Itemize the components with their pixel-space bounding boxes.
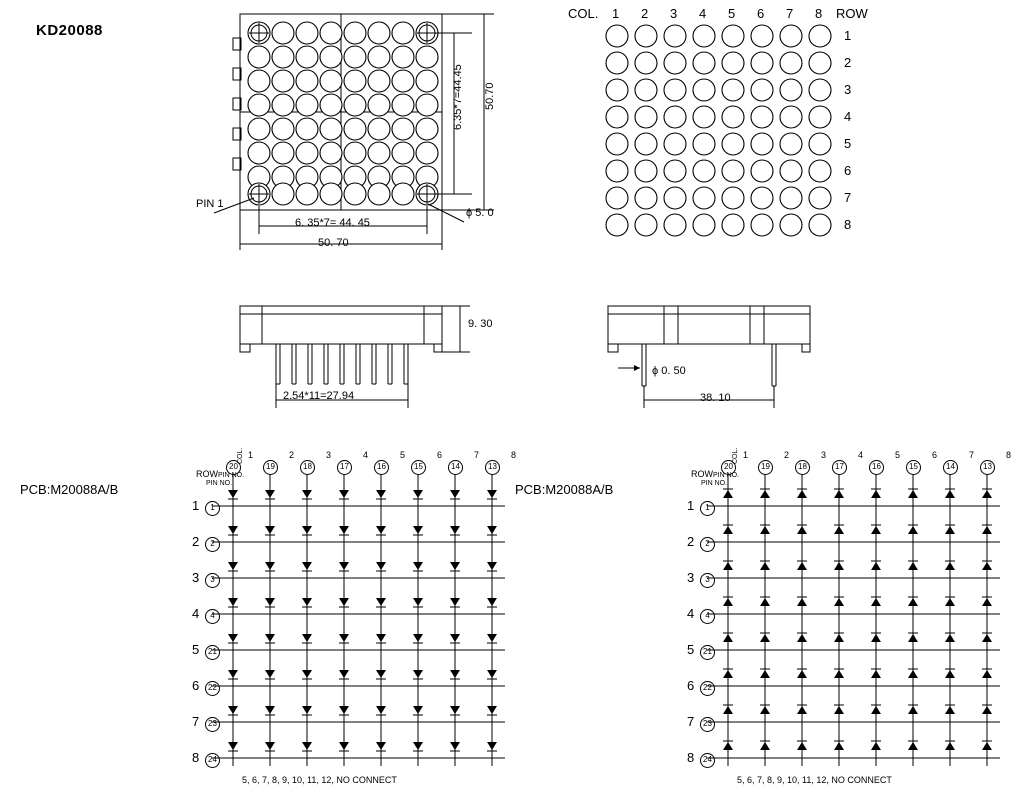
schematic-2-col-num-1: 1 — [743, 450, 749, 460]
matrix-row-1: 1 — [844, 28, 852, 43]
schematic-1-col-num-8: 8 — [511, 450, 517, 460]
matrix-col-3: 3 — [670, 6, 678, 21]
schematic-2-col-num-6: 6 — [932, 450, 938, 460]
schematic-1-row-pin-5: 21 — [205, 645, 220, 660]
schematic-1 — [20, 440, 517, 785]
schematic-1-col-pin-1: 20 — [226, 460, 241, 475]
schematic-2-col-pin-3: 18 — [795, 460, 810, 475]
matrix-col-4: 4 — [699, 6, 707, 21]
matrix-col-5: 5 — [728, 6, 736, 21]
schematic-1-col-pin-6: 15 — [411, 460, 426, 475]
schematic-2-col-pin-4: 17 — [832, 460, 847, 475]
matrix-row-4: 4 — [844, 109, 852, 124]
schematic-1-pin-no-text: PIN NO. — [218, 472, 245, 479]
schematic-1-pcb-label: PCB:M20088A/B — [20, 482, 119, 497]
schematic-2-col-pin-7: 14 — [943, 460, 958, 475]
schematic-1-col-pin-2: 19 — [263, 460, 278, 475]
schematic-2-col-label: COL. — [732, 447, 739, 464]
schematic-2-col-num-7: 7 — [969, 450, 975, 460]
schematic-2-row-num-8: 8 — [687, 750, 695, 765]
schematic-1-row-pin-label: PIN NO. — [206, 480, 233, 487]
schematic-1-row-pin-4: 4 — [205, 609, 220, 624]
schematic-2-row-pin-2: 2 — [700, 537, 715, 552]
schematic-2-row-num-3: 3 — [687, 570, 695, 585]
matrix-col-label: COL. — [568, 6, 599, 21]
schematic-1-row-pin-3: 3 — [205, 573, 220, 588]
schematic-2-row-num-4: 4 — [687, 606, 695, 621]
schematic-2-col-num-5: 5 — [895, 450, 901, 460]
dim-pitch-horizontal: 6. 35*7= 44. 45 — [295, 217, 370, 229]
schematic-2-col-pin-5: 16 — [869, 460, 884, 475]
schematic-1-col-num-6: 6 — [437, 450, 443, 460]
schematic-2-row-num-5: 5 — [687, 642, 695, 657]
matrix-col-2: 2 — [641, 6, 649, 21]
schematic-1-col-num-1: 1 — [248, 450, 254, 460]
schematic-2-row-num-7: 7 — [687, 714, 695, 729]
schematic-1-col-pin-4: 17 — [337, 460, 352, 475]
schematic-1-col-num-5: 5 — [400, 450, 406, 460]
page-title: KD20088 — [36, 22, 103, 39]
schematic-1-row-num-2: 2 — [192, 534, 200, 549]
schematic-1-row-pin-7: 23 — [205, 717, 220, 732]
schematic-2-row-label: ROW — [691, 469, 713, 479]
schematic-2 — [515, 440, 1012, 785]
schematic-2-col-num-3: 3 — [821, 450, 827, 460]
schematic-1-row-pin-8: 24 — [205, 753, 220, 768]
schematic-1-row-num-6: 6 — [192, 678, 200, 693]
dim-outer-vertical: 50.70 — [484, 82, 496, 110]
matrix-row-2: 2 — [844, 55, 852, 70]
schematic-2-pcb-label: PCB:M20088A/B — [515, 482, 614, 497]
schematic-1-row-pin-6: 22 — [205, 681, 220, 696]
schematic-1-col-pin-3: 18 — [300, 460, 315, 475]
pin1-label: PIN 1 — [196, 198, 224, 210]
schematic-2-col-num-4: 4 — [858, 450, 864, 460]
schematic-2-row-num-1: 1 — [687, 498, 695, 513]
schematic-2-note: 5, 6, 7, 8, 9, 10, 11, 12, NO CONNECT — [737, 775, 892, 785]
schematic-2-col-pin-2: 19 — [758, 460, 773, 475]
schematic-1-col-num-4: 4 — [363, 450, 369, 460]
schematic-1-row-num-1: 1 — [192, 498, 200, 513]
matrix-col-1: 1 — [612, 6, 620, 21]
schematic-2-col-pin-6: 15 — [906, 460, 921, 475]
matrix-row-label: ROW — [836, 6, 868, 21]
schematic-1-col-pin-7: 14 — [448, 460, 463, 475]
dim-pin-pitch: 2.54*11=27.94 — [283, 390, 355, 402]
schematic-1-row-pin-2: 2 — [205, 537, 220, 552]
schematic-2-row-pin-1: 1 — [700, 501, 715, 516]
schematic-2-col-num-8: 8 — [1006, 450, 1012, 460]
dim-outer-horizontal: 50. 70 — [318, 237, 349, 249]
dim-end-width: 38. 10 — [700, 392, 731, 404]
schematic-1-col-num-3: 3 — [326, 450, 332, 460]
matrix-row-3: 3 — [844, 82, 852, 97]
schematic-2-row-num-2: 2 — [687, 534, 695, 549]
matrix-row-8: 8 — [844, 217, 852, 232]
schematic-2-row-pin-label: PIN NO. — [701, 480, 728, 487]
matrix-col-6: 6 — [757, 6, 765, 21]
schematic-2-row-num-6: 6 — [687, 678, 695, 693]
schematic-2-col-pin-8: 13 — [980, 460, 995, 475]
schematic-1-row-num-8: 8 — [192, 750, 200, 765]
schematic-2-row-pin-4: 4 — [700, 609, 715, 624]
schematic-1-row-label: ROW — [196, 469, 218, 479]
matrix-col-8: 8 — [815, 6, 823, 21]
pin-diameter-label: ϕ 0. 50 — [652, 365, 686, 377]
schematic-2-col-pin-1: 20 — [721, 460, 736, 475]
matrix-view — [568, 6, 868, 236]
matrix-row-7: 7 — [844, 190, 852, 205]
hole-diameter-label: ϕ 5. 0 — [466, 207, 494, 219]
schematic-1-col-num-7: 7 — [474, 450, 480, 460]
schematic-1-row-num-5: 5 — [192, 642, 200, 657]
schematic-1-col-num-2: 2 — [289, 450, 295, 460]
schematic-1-row-pin-1: 1 — [205, 501, 220, 516]
schematic-1-col-label: COL. — [237, 447, 244, 464]
schematic-1-row-num-4: 4 — [192, 606, 200, 621]
schematic-2-row-pin-8: 24 — [700, 753, 715, 768]
schematic-1-col-pin-5: 16 — [374, 460, 389, 475]
matrix-row-5: 5 — [844, 136, 852, 151]
schematic-1-row-num-7: 7 — [192, 714, 200, 729]
schematic-1-col-pin-8: 13 — [485, 460, 500, 475]
schematic-2-row-pin-3: 3 — [700, 573, 715, 588]
dim-pitch-vertical: 6.35*7=44.45 — [452, 64, 464, 130]
dim-body-height: 9. 30 — [468, 318, 493, 330]
schematic-1-note: 5, 6, 7, 8, 9, 10, 11, 12, NO CONNECT — [242, 775, 397, 785]
schematic-2-row-pin-6: 22 — [700, 681, 715, 696]
matrix-row-6: 6 — [844, 163, 852, 178]
schematic-2-col-num-2: 2 — [784, 450, 790, 460]
schematic-2-row-pin-7: 23 — [700, 717, 715, 732]
schematic-2-row-pin-5: 21 — [700, 645, 715, 660]
schematic-1-row-num-3: 3 — [192, 570, 200, 585]
matrix-col-7: 7 — [786, 6, 794, 21]
schematic-2-pin-no-text: PIN NO. — [713, 472, 740, 479]
